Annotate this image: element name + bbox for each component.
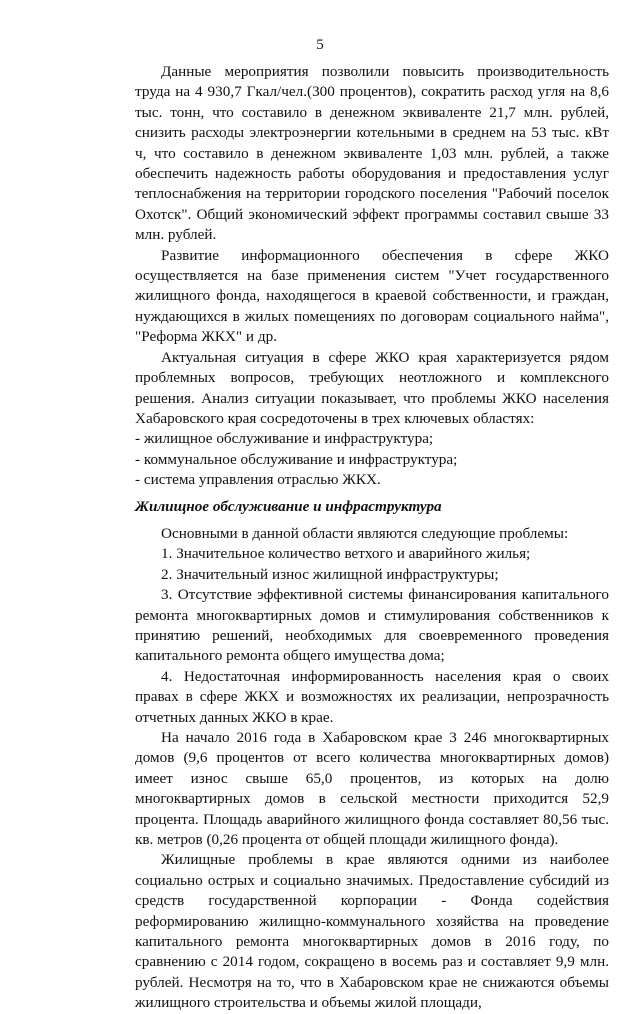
page-number: 5 — [316, 37, 324, 53]
paragraph-housing-problems: Жилищные проблемы в крае являются одними из наиболее социально острых и социально значимых. Предоставление субсидий из средств государственной корпорации - Фонда содействия реформированию жилищно-коммунального хозяйства на проведение капитального ремонта многоквартирных домов в 2016 году, по сравнению с 2014 годом, сокращено в восемь раз и составляет 9,9 млн. рублей. Несмотря на то, что в Хабаровском крае не снижаются объемы жилищного строительства и объемы жилой площади, — [135, 851, 609, 1012]
section-heading: Жилищное обслуживание и инфраструктура — [135, 497, 442, 515]
list-item-problem: 1. Значительное количество ветхого и аварийного жилья; — [161, 545, 531, 563]
list-item-problem: 4. Недостаточная информированность населения края о своих правах в сфере ЖКХ и возможностях их реализации, непрозрачность отчетных данных ЖКО в крае. — [135, 667, 609, 726]
document-body — [135, 62, 609, 1014]
list-item-problem: 3. Отсутствие эффективной системы финансирования капитального ремонта многоквартирных домов и стимулирования собственников к принятию решений, необходимых для своевременного проведения капитального ремонта общего имущества дома; — [135, 586, 609, 665]
list-item-problem: 2. Значительный износ жилищной инфраструктуры; — [161, 565, 499, 583]
list-item-key-area: - коммунальное обслуживание и инфраструктура; — [135, 450, 458, 468]
list-item-key-area: - жилищное обслуживание и инфраструктура; — [135, 430, 434, 448]
problems-intro: Основными в данной области являются следующие проблемы: — [161, 524, 569, 542]
paragraph-information-systems: Развитие информационного обеспечения в сфере ЖКО осуществляется на базе применения систем "Учет государственного жилищного фонда, находящегося в краевой собственности, и граждан, нуждающихся в жилых помещениях по договорам социального найма", "Реформа ЖКХ" и др. — [135, 246, 609, 346]
list-item-key-area: - система управления отраслью ЖКХ. — [135, 471, 381, 489]
paragraph-housing-stock: На начало 2016 года в Хабаровском крае 3 246 многоквартирных домов (9,6 процентов от всего количества многоквартирных домов) имеет износ свыше 65,0 процентов, из которых на долю многоквартирных домов в сельской местности приходится 52,9 процента. Площадь аварийного жилищного фонда составляет 80,56 тыс. кв. метров (0,26 процента от общей площади жилищного фонда). — [135, 729, 609, 849]
paragraph-results: Данные мероприятия позволили повысить производительность труда на 4 930,7 Гкал/чел.(300 процентов), сократить расход угля на 8,6 тыс. тонн, что составило в денежном эквиваленте 21,7 млн. рублей, снизить расходы электроэнергии котельными в среднем на 53 тыс. кВт ч, что составило в денежном эквиваленте 1,03 млн. рублей, а также обеспечить надежность работы оборудования и предоставления услуг теплоснабжения на территории городского поселения "Рабочий поселок Охотск". Общий экономический эффект программы составил свыше 33 млн. рублей. — [135, 63, 609, 244]
paragraph-current-situation: Актуальная ситуация в сфере ЖКО края характеризуется рядом проблемных вопросов, требующих неотложного и комплексного решения. Анализ ситуации показывает, что проблемы ЖКО населения Хабаровского края сосредоточены в трех ключевых областях: — [135, 348, 609, 427]
